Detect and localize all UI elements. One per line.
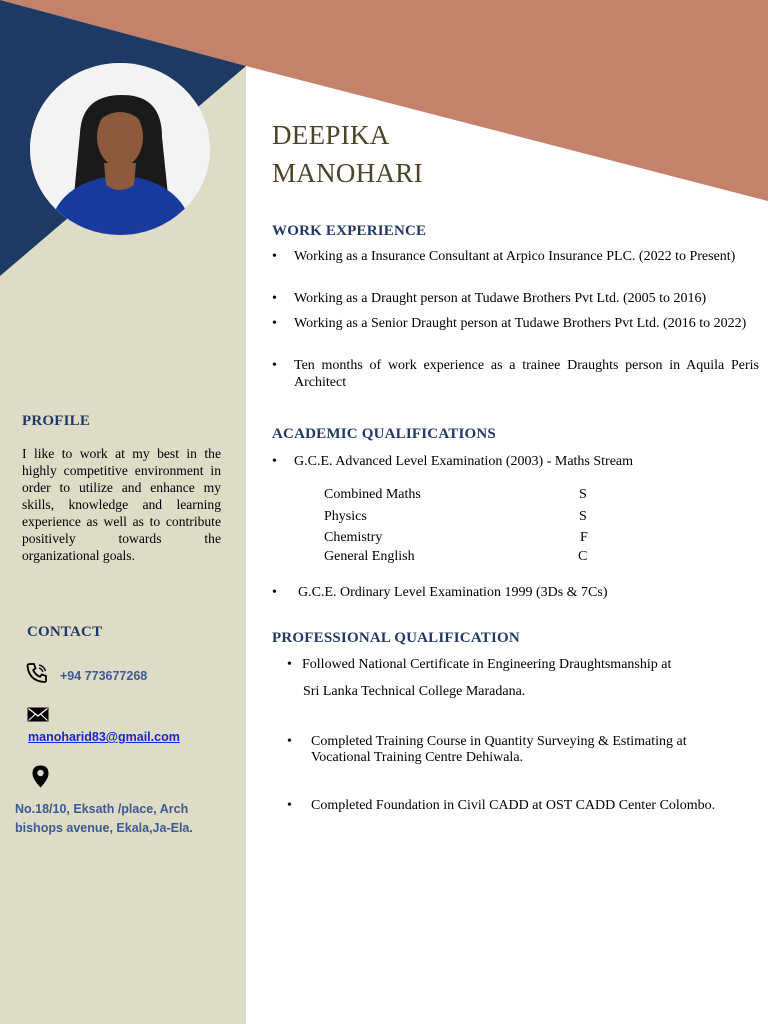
professional-item-line: Sri Lanka Technical College Maradana. bbox=[303, 684, 526, 699]
work-experience-heading: WORK EXPERIENCE bbox=[272, 223, 427, 239]
bullet: • bbox=[287, 798, 292, 813]
subject-name: Chemistry bbox=[324, 530, 383, 545]
profile-heading: PROFILE bbox=[22, 413, 91, 429]
bullet: • bbox=[272, 454, 277, 469]
professional-item bbox=[287, 734, 759, 751]
ol-item bbox=[272, 585, 759, 602]
work-item-text: Ten months of work experience as a trainee Draughts person in Aquila Peris Architect bbox=[294, 358, 759, 390]
mail-icon bbox=[27, 707, 49, 722]
professional-item-line: Completed Training Course in Quantity Surveying & Estimating at bbox=[311, 734, 687, 749]
work-item-text: Working as a Insurance Consultant at Arpico Insurance PLC. (2022 to Present) bbox=[294, 249, 736, 264]
email-link[interactable]: manoharid83@gmail.com bbox=[28, 730, 180, 744]
first-name: DEEPIKA bbox=[272, 120, 390, 150]
subject-grade: S bbox=[579, 509, 587, 524]
subject-name: Physics bbox=[324, 509, 367, 524]
contact-heading: CONTACT bbox=[27, 624, 103, 640]
profile-photo bbox=[30, 63, 210, 235]
phone-number[interactable]: +94 773677268 bbox=[60, 669, 148, 683]
professional-item bbox=[287, 657, 759, 674]
bullet: • bbox=[272, 316, 277, 331]
address-line-2: bishops avenue, Ekala,Ja-Ela. bbox=[15, 821, 193, 835]
academic-heading: ACADEMIC QUALIFICATIONS bbox=[272, 426, 496, 442]
ol-text: G.C.E. Ordinary Level Examination 1999 (3Ds & 7Cs) bbox=[298, 585, 608, 600]
bullet: • bbox=[287, 734, 292, 749]
work-item bbox=[272, 291, 759, 308]
professional-item-text: Completed Foundation in Civil CADD at OST CADD Center Colombo. bbox=[311, 798, 716, 813]
al-item bbox=[272, 454, 759, 471]
professional-item-line: Followed National Certificate in Engineering Draughtsmanship at bbox=[302, 657, 672, 672]
subject-grade: S bbox=[579, 487, 587, 502]
bullet: • bbox=[272, 585, 277, 600]
profile-text: I like to work at my best in the highly competitive environment in order to utilize and enhance my skills, knowledge and learning experience as well as to contribute positively towards the organizational goals. bbox=[22, 446, 221, 563]
bullet: • bbox=[287, 657, 292, 672]
bullet: • bbox=[272, 358, 277, 373]
work-item bbox=[272, 316, 759, 333]
phone-icon bbox=[26, 663, 48, 683]
address-line-1: No.18/10, Eksath /place, Arch bbox=[15, 802, 189, 816]
last-name: MANOHARI bbox=[272, 158, 423, 188]
subject-grade: C bbox=[578, 549, 588, 564]
work-item bbox=[272, 358, 759, 391]
professional-heading: PROFESSIONAL QUALIFICATION bbox=[272, 630, 520, 646]
subject-name: General English bbox=[324, 549, 415, 564]
subject-grade: F bbox=[580, 530, 588, 545]
professional-item-line: Vocational Training Centre Dehiwala. bbox=[311, 750, 524, 765]
work-item bbox=[272, 249, 759, 266]
work-item-text: Working as a Draught person at Tudawe Brothers Pvt Ltd. (2005 to 2016) bbox=[294, 291, 707, 306]
candidate-name bbox=[272, 116, 423, 192]
location-pin-icon bbox=[32, 765, 49, 788]
al-text: G.C.E. Advanced Level Examination (2003) - Maths Stream bbox=[294, 454, 634, 469]
work-item-text: Working as a Senior Draught person at Tudawe Brothers Pvt Ltd. (2016 to 2022) bbox=[294, 316, 747, 331]
professional-item bbox=[287, 798, 762, 815]
bullet: • bbox=[272, 249, 277, 264]
subject-name: Combined Maths bbox=[324, 487, 421, 502]
bullet: • bbox=[272, 291, 277, 306]
